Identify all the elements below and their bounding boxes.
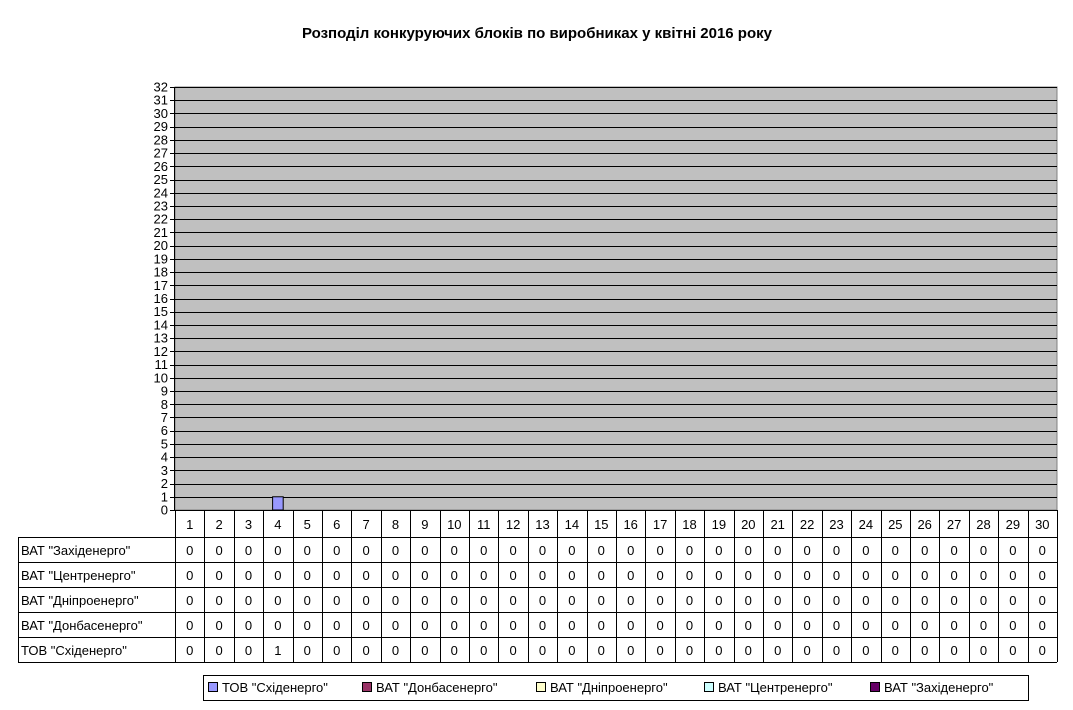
table-cell-value: 0	[362, 643, 370, 658]
x-category-label: 22	[799, 517, 815, 532]
table-cell-value: 0	[303, 643, 311, 658]
table-cell-value: 0	[627, 618, 635, 633]
table-cell-value: 0	[538, 618, 547, 633]
table-cell-value: 0	[421, 593, 429, 608]
legend-label-0: ТОВ "Східенерго"	[222, 680, 328, 695]
table-cell-value: 0	[979, 568, 988, 583]
table-cell-value: 0	[538, 643, 547, 658]
table-cell-value: 0	[568, 643, 576, 658]
table-cell-value: 0	[362, 618, 370, 633]
y-tick-label: 14	[153, 317, 168, 333]
table-cell-value: 0	[186, 593, 194, 608]
table-cell-value: 0	[333, 543, 341, 558]
table-cell-value: 0	[950, 543, 958, 558]
x-category-label: 21	[770, 517, 785, 532]
table-cell-value: 0	[450, 568, 458, 583]
table-cell-value: 0	[333, 618, 341, 633]
table-cell-value: 0	[391, 593, 400, 608]
table-cell-value: 0	[921, 593, 929, 608]
x-category-label: 18	[682, 517, 697, 532]
table-cell-value: 0	[715, 543, 723, 558]
legend-label-4: ВАТ "Західенерго"	[884, 680, 994, 695]
table-cell-value: 0	[891, 643, 899, 658]
table-cell-value: 0	[862, 568, 870, 583]
table-cell-value: 0	[1038, 568, 1046, 583]
y-tick-label: 16	[153, 291, 168, 306]
table-cell-value: 0	[862, 543, 870, 558]
table-cell-value: 0	[803, 593, 811, 608]
table-cell-value: 0	[715, 568, 723, 583]
legend-swatch-3	[705, 683, 714, 692]
table-cell-value: 0	[1009, 643, 1017, 658]
table-cell-value: 0	[950, 593, 958, 608]
y-tick-label: 0	[160, 502, 168, 518]
x-category-label: 24	[858, 517, 874, 532]
table-cell-value: 0	[186, 618, 194, 633]
table-cell-value: 0	[685, 593, 694, 608]
table-cell-value: 0	[568, 568, 576, 583]
x-category-label: 2	[215, 517, 223, 532]
chart-title: Розподіл конкуруючих блоків по виробниках у квітні 2016 року	[301, 25, 773, 42]
table-cell-value: 0	[421, 618, 429, 633]
table-cell-value: 0	[538, 593, 547, 608]
table-cell-value: 1	[274, 643, 282, 658]
table-cell-value: 0	[715, 618, 723, 633]
plot-background	[175, 87, 1057, 510]
table-cell-value: 0	[215, 543, 223, 558]
table-cell-value: 0	[862, 593, 870, 608]
y-tick-label: 1	[160, 489, 168, 505]
table-cell-value: 0	[656, 568, 664, 583]
table-cell-value: 0	[685, 543, 694, 558]
table-cell-value: 0	[685, 568, 694, 583]
x-category-label: 1	[186, 517, 194, 532]
x-category-label: 10	[447, 517, 462, 532]
x-category-label: 17	[652, 517, 668, 532]
table-cell-value: 0	[215, 568, 223, 583]
table-cell-value: 0	[597, 543, 605, 558]
table-cell-value: 0	[538, 568, 547, 583]
x-category-label: 8	[391, 517, 400, 532]
y-tick-label: 29	[153, 119, 168, 135]
table-cell-value: 0	[274, 593, 282, 608]
table-cell-value: 0	[244, 618, 253, 633]
y-tick-label: 17	[153, 277, 168, 293]
table-cell-value: 0	[862, 643, 870, 658]
table-cell-value: 0	[832, 618, 841, 633]
table-cell-value: 0	[303, 568, 311, 583]
table-cell-value: 0	[1009, 543, 1017, 558]
table-cell-value: 0	[715, 643, 723, 658]
y-tick-label: 30	[153, 105, 168, 121]
table-cell-value: 0	[832, 543, 841, 558]
x-category-label: 12	[505, 517, 521, 532]
table-cell-value: 0	[186, 568, 194, 583]
y-tick-label: 32	[153, 79, 168, 95]
table-cell-value: 0	[391, 618, 400, 633]
table-cell-value: 0	[656, 618, 664, 633]
table-cell-value: 0	[303, 593, 311, 608]
x-category-label: 3	[244, 517, 253, 532]
table-cell-value: 0	[186, 643, 194, 658]
table-cell-value: 0	[921, 618, 929, 633]
table-cell-value: 0	[1009, 618, 1017, 633]
y-tick-label: 26	[153, 158, 168, 174]
table-cell-value: 0	[862, 618, 870, 633]
y-tick-label: 7	[160, 409, 168, 425]
table-cell-value: 0	[450, 593, 458, 608]
y-tick-label: 27	[153, 145, 168, 161]
x-category-label: 13	[535, 517, 550, 532]
x-category-label: 9	[421, 517, 429, 532]
table-cell-value: 0	[303, 543, 311, 558]
table-cell-value: 0	[362, 568, 370, 583]
table-cell-value: 0	[362, 543, 370, 558]
table-cell-value: 0	[597, 643, 605, 658]
y-tick-label: 12	[153, 343, 168, 359]
x-category-label: 26	[917, 517, 932, 532]
y-tick-label: 19	[153, 251, 168, 267]
table-cell-value: 0	[597, 593, 605, 608]
table-cell-value: 0	[568, 618, 576, 633]
table-cell-value: 0	[421, 543, 429, 558]
y-tick-label: 31	[153, 92, 168, 108]
table-cell-value: 0	[480, 593, 488, 608]
table-cell-value: 0	[744, 643, 752, 658]
table-cell-value: 0	[421, 643, 429, 658]
y-tick-label: 28	[153, 132, 168, 148]
table-cell-value: 0	[774, 593, 782, 608]
table-cell-value: 0	[450, 618, 458, 633]
table-cell-value: 0	[627, 593, 635, 608]
table-cell-value: 0	[391, 568, 400, 583]
table-cell-value: 0	[950, 618, 958, 633]
table-cell-value: 0	[215, 593, 223, 608]
x-category-label: 20	[741, 517, 756, 532]
table-cell-value: 0	[774, 643, 782, 658]
table-cell-value: 0	[333, 593, 341, 608]
table-row-label: ВАТ "Західенерго"	[21, 543, 131, 558]
table-cell-value: 0	[274, 568, 282, 583]
table-cell-value: 0	[803, 543, 811, 558]
table-cell-value: 0	[656, 593, 664, 608]
x-category-label: 28	[976, 517, 991, 532]
table-cell-value: 0	[597, 618, 605, 633]
table-cell-value: 0	[921, 568, 929, 583]
x-category-label: 16	[623, 517, 638, 532]
table-cell-value: 0	[891, 543, 899, 558]
table-cell-value: 0	[333, 643, 341, 658]
table-cell-value: 0	[715, 593, 723, 608]
table-cell-value: 0	[979, 593, 988, 608]
table-cell-value: 0	[480, 568, 488, 583]
legend-swatch-0	[209, 683, 218, 692]
table-cell-value: 0	[774, 543, 782, 558]
y-tick-label: 24	[153, 185, 168, 201]
table-cell-value: 0	[832, 568, 841, 583]
x-category-label: 6	[333, 517, 341, 532]
table-cell-value: 0	[1009, 593, 1017, 608]
y-tick-label: 4	[160, 449, 168, 465]
table-cell-value: 0	[656, 643, 664, 658]
y-tick-label: 11	[154, 357, 168, 373]
y-tick-label: 5	[160, 436, 168, 452]
table-cell-value: 0	[274, 618, 282, 633]
x-category-label: 5	[303, 517, 311, 532]
x-category-label: 7	[362, 517, 370, 532]
y-tick-label: 9	[160, 383, 168, 399]
y-tick-label: 22	[153, 211, 168, 227]
plot-area	[175, 87, 1057, 510]
table-cell-value: 0	[244, 568, 253, 583]
table-cell-value: 0	[891, 593, 899, 608]
legend-label-2: ВАТ "Дніпроенерго"	[550, 680, 668, 695]
table-cell-value: 0	[891, 568, 899, 583]
legend-swatch-4	[871, 683, 880, 692]
x-category-label: 14	[564, 517, 580, 532]
y-tick-label: 23	[153, 198, 168, 214]
table-cell-value: 0	[656, 543, 664, 558]
x-category-label: 30	[1035, 517, 1050, 532]
table-cell-value: 0	[597, 568, 605, 583]
table-cell-value: 0	[421, 568, 429, 583]
legend-label-3: ВАТ "Центренерго"	[718, 680, 833, 695]
table-cell-value: 0	[538, 543, 547, 558]
y-tick-label: 13	[153, 330, 168, 346]
table-cell-value: 0	[1038, 643, 1046, 658]
x-category-label: 23	[829, 517, 844, 532]
table-cell-value: 0	[979, 643, 988, 658]
table-cell-value: 0	[803, 618, 811, 633]
table-cell-value: 0	[215, 618, 223, 633]
table-cell-value: 0	[480, 643, 488, 658]
x-category-label: 4	[274, 517, 282, 532]
table-cell-value: 0	[1038, 618, 1046, 633]
table-cell-value: 0	[803, 568, 811, 583]
table-cell-value: 0	[244, 543, 253, 558]
x-category-label: 11	[476, 517, 491, 532]
table-cell-value: 0	[685, 643, 694, 658]
y-tick-label: 6	[160, 423, 168, 439]
table-cell-value: 0	[480, 543, 488, 558]
y-tick-label: 15	[153, 304, 168, 320]
table-cell-value: 0	[509, 618, 517, 633]
x-category-label: 19	[711, 517, 727, 532]
table-cell-value: 0	[744, 568, 752, 583]
table-cell-value: 0	[509, 593, 517, 608]
table-cell-value: 0	[774, 618, 782, 633]
table-cell-value: 0	[568, 543, 576, 558]
table-cell-value: 0	[244, 593, 253, 608]
y-tick-label: 18	[153, 264, 168, 280]
table-cell-value: 0	[509, 643, 517, 658]
table-cell-value: 0	[450, 643, 458, 658]
table-cell-value: 0	[509, 568, 517, 583]
table-cell-value: 0	[303, 618, 311, 633]
table-cell-value: 0	[1038, 593, 1046, 608]
y-tick-label: 20	[153, 238, 168, 254]
table-cell-value: 0	[744, 593, 752, 608]
table-cell-value: 0	[509, 543, 517, 558]
table-row-label: ТОВ "Східенерго"	[21, 643, 127, 658]
table-cell-value: 0	[685, 618, 694, 633]
table-cell-value: 0	[391, 643, 400, 658]
table-cell-value: 0	[891, 618, 899, 633]
legend-swatch-2	[537, 683, 546, 692]
table-cell-value: 0	[480, 618, 488, 633]
x-category-label: 27	[946, 517, 962, 532]
table-cell-value: 0	[274, 543, 282, 558]
table-cell-value: 0	[832, 593, 841, 608]
table-cell-value: 0	[333, 568, 341, 583]
table-cell-value: 0	[627, 643, 635, 658]
table-row-label: ВАТ "Донбасенерго"	[21, 618, 143, 633]
legend	[204, 676, 1029, 701]
data-table	[18, 510, 1058, 663]
table-cell-value: 0	[1009, 568, 1017, 583]
y-tick-label: 25	[153, 172, 168, 188]
table-cell-value: 0	[244, 643, 253, 658]
table-cell-value: 0	[744, 618, 752, 633]
y-tick-label: 3	[160, 462, 168, 478]
table-cell-value: 0	[950, 643, 958, 658]
table-cell-value: 0	[950, 568, 958, 583]
table-cell-value: 0	[627, 568, 635, 583]
y-tick-label: 21	[153, 224, 168, 240]
table-cell-value: 0	[979, 543, 988, 558]
x-category-label: 29	[1005, 517, 1021, 532]
table-cell-value: 0	[979, 618, 988, 633]
legend-label-1: ВАТ "Донбасенерго"	[376, 680, 498, 695]
x-category-label: 15	[594, 517, 609, 532]
y-tick-label: 2	[160, 476, 168, 492]
table-cell-value: 0	[921, 643, 929, 658]
y-tick-label: 10	[153, 370, 168, 386]
table-cell-value: 0	[391, 543, 400, 558]
x-category-label: 25	[888, 517, 903, 532]
table-row-label: ВАТ "Центренерго"	[21, 568, 136, 583]
table-cell-value: 0	[450, 543, 458, 558]
table-cell-value: 0	[627, 543, 635, 558]
table-cell-value: 0	[215, 643, 223, 658]
table-cell-value: 0	[803, 643, 811, 658]
table-row-label: ВАТ "Дніпроенерго"	[21, 593, 139, 608]
bar-0-3	[273, 497, 284, 510]
table-cell-value: 0	[832, 643, 841, 658]
table-cell-value: 0	[1038, 543, 1046, 558]
table-cell-value: 0	[186, 543, 194, 558]
table-cell-value: 0	[744, 543, 752, 558]
table-cell-value: 0	[921, 543, 929, 558]
table-cell-value: 0	[774, 568, 782, 583]
table-cell-value: 0	[568, 593, 576, 608]
y-tick-label: 8	[160, 396, 168, 412]
legend-swatch-1	[363, 683, 372, 692]
y-axis	[154, 80, 175, 518]
table-cell-value: 0	[362, 593, 370, 608]
